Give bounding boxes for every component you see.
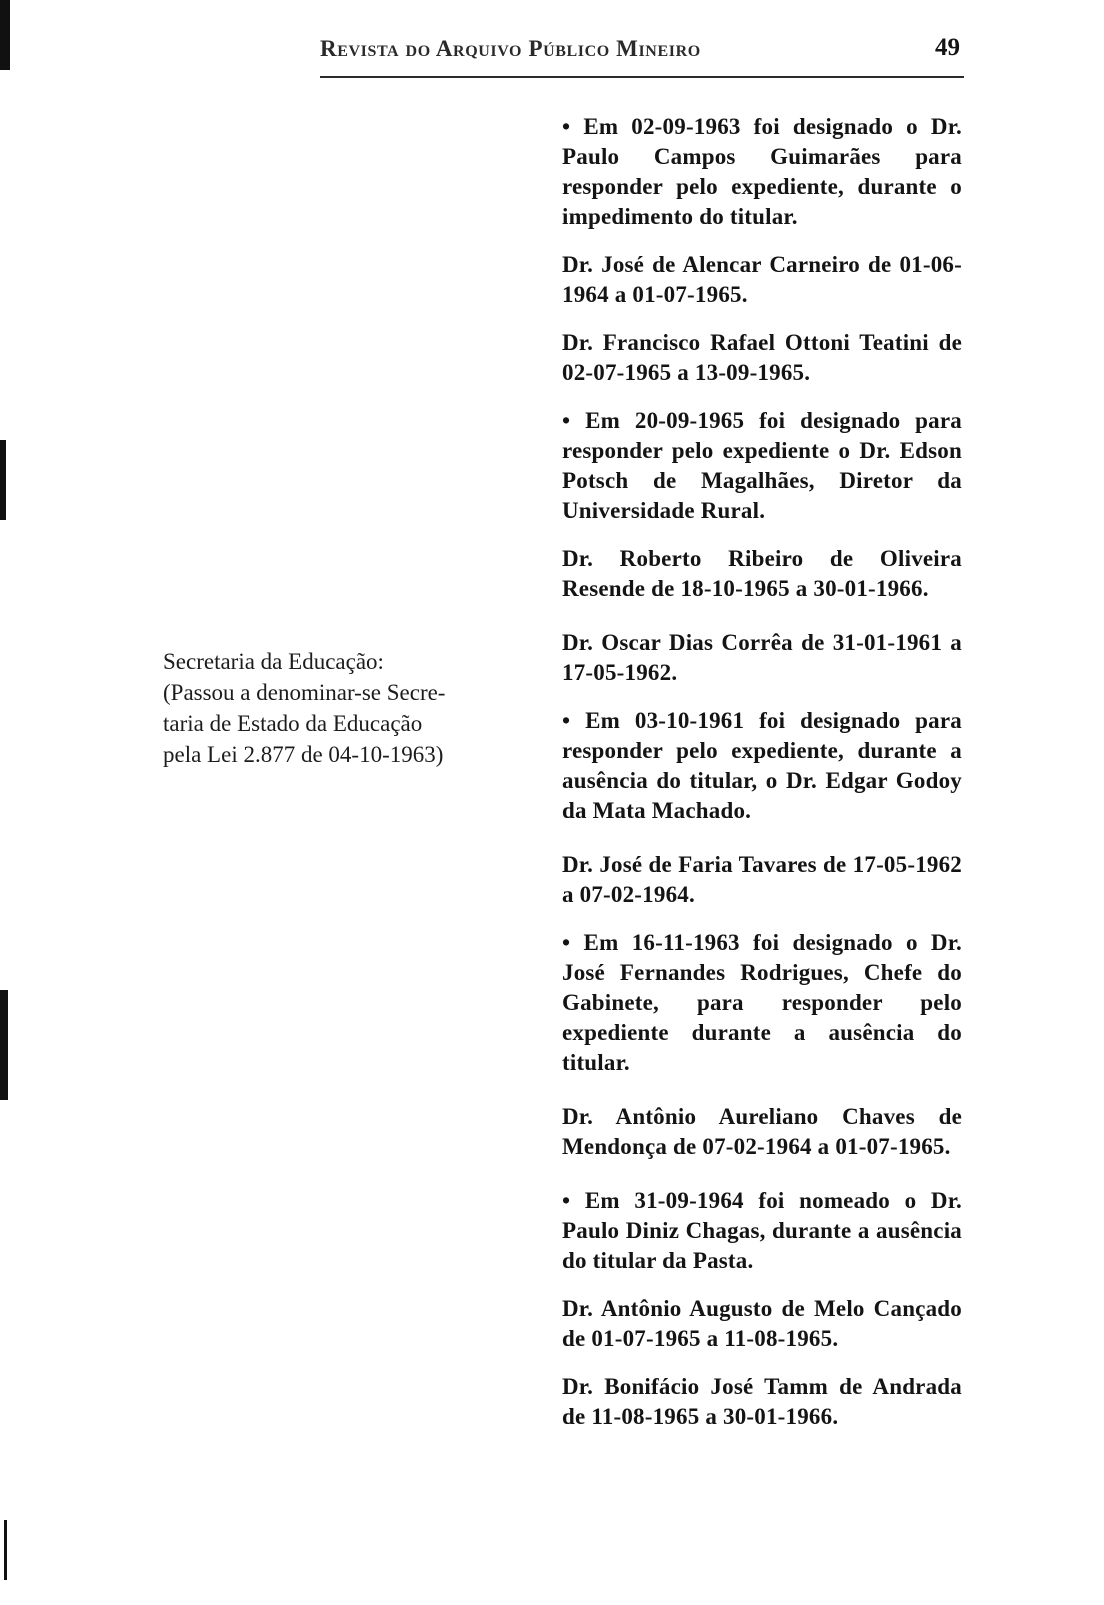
- scan-edge-mark: [0, 990, 8, 1100]
- entry-tenure: Dr. José de Faria Tavares de 17-05-1962 a 07-02-1964.: [562, 852, 962, 907]
- scan-edge-mark: [4, 1520, 7, 1580]
- entry-designation: • Em 20-09-1965 foi designado para responder pelo expediente o Dr. Edson Potsch de Magalhães, Diretor da Universidade Rural.: [562, 408, 962, 523]
- running-title: Revista do Arquivo Público Mineiro: [320, 36, 701, 61]
- entry-tenure: Dr. Roberto Ribeiro de Oliveira Resende de 18-10-1965 a 30-01-1966.: [562, 546, 962, 601]
- entry-tenure: Dr. Oscar Dias Corrêa de 31-01-1961 a 17-05-1962.: [562, 630, 962, 685]
- entry-designation: • Em 03-10-1961 foi designado para responder pelo expediente, durante a ausência do titular, o Dr. Edgar Godoy da Mata Machado.: [562, 708, 962, 823]
- entry-designation: • Em 16-11-1963 foi designado o Dr. José Fernandes Rodrigues, Chefe do Gabinete, para responder pelo expediente durante a ausência do titular.: [562, 930, 962, 1075]
- entry-tenure: Dr. Bonifácio José Tamm de Andrada de 11-08-1965 a 30-01-1966.: [562, 1374, 962, 1429]
- left-column-line: pela Lei 2.877 de 04-10-1963): [163, 742, 444, 767]
- left-column-line: Secretaria da Educação:: [163, 649, 384, 674]
- header-rule: [320, 76, 964, 78]
- entry-tenure: Dr. Antônio Aureliano Chaves de Mendonça de 07-02-1964 a 01-07-1965.: [562, 1104, 962, 1159]
- entry-designation: • Em 31-09-1964 foi nomeado o Dr. Paulo Diniz Chagas, durante a ausência do titular da Pasta.: [562, 1188, 962, 1273]
- right-column: [562, 112, 962, 1450]
- entry-tenure: Dr. Francisco Rafael Ottoni Teatini de 02-07-1965 a 13-09-1965.: [562, 330, 962, 385]
- entry-tenure: Dr. Antônio Augusto de Melo Cançado de 01-07-1965 a 11-08-1965.: [562, 1296, 962, 1351]
- scan-edge-mark: [0, 0, 10, 70]
- page-header: [320, 36, 960, 72]
- left-column-line: (Passou a denominar-se Secre-: [163, 680, 446, 705]
- left-column: [163, 646, 528, 770]
- page-number: 49: [935, 34, 960, 61]
- left-column-line: taria de Estado da Educação: [163, 711, 423, 736]
- scan-edge-mark: [0, 440, 6, 520]
- entry-tenure: Dr. José de Alencar Carneiro de 01-06-1964 a 01-07-1965.: [562, 252, 962, 307]
- entry-designation: • Em 02-09-1963 foi designado o Dr. Paulo Campos Guimarães para responder pelo expediente, durante o impedimento do titular.: [562, 114, 962, 229]
